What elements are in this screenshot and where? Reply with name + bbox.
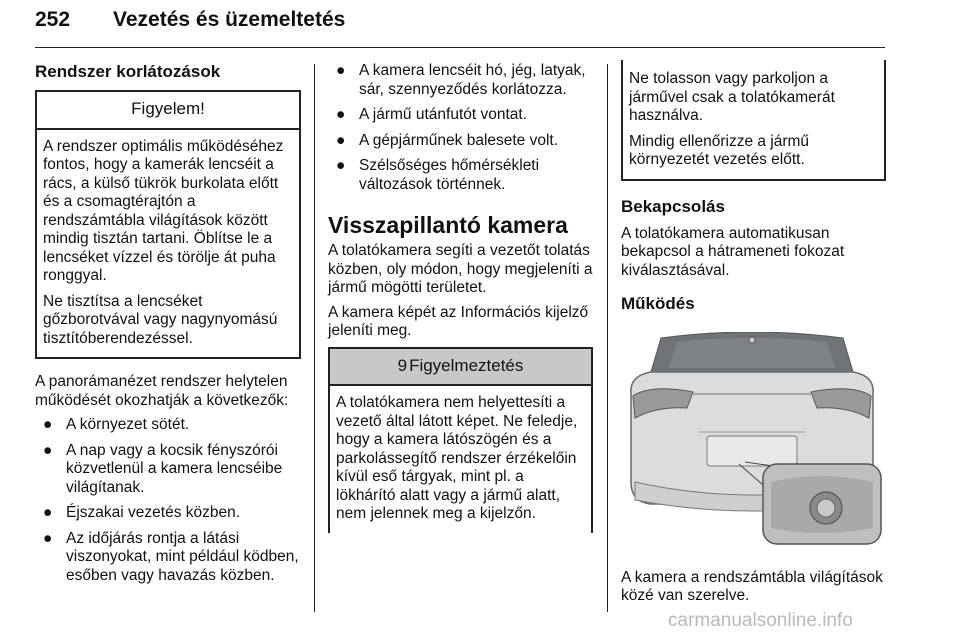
warning-box-continued [621,60,886,181]
watermark: carmanualsonline.info [668,610,853,631]
warning-text: Mindig ellenőrizze a jármű környezetét vezetés előtt. [629,132,810,168]
bullet-icon: ● [43,529,53,547]
section-title: Visszapillantó kamera [328,212,568,238]
notice-paragraph: A rendszer optimális működéséhez fontos, hogy a kamerák lencséit a rács, a külső tükrök burkolata előtt és a csomagtérajtón a rendszámtábla világítások között mindig tisztán tartani. Öblítse le a lencséket vízzel és törölje át puha ronggyal. [43,137,284,284]
notice-paragraph: Ne tisztítsa a lencséket gőzborotvával vagy nagynyomású tisztítóberendezéssel. [43,292,278,347]
bullet-icon: ● [336,157,346,174]
section-title: Működés [621,294,695,313]
notice-box [35,90,301,359]
section-title: Bekapcsolás [621,196,725,216]
column-divider [314,64,315,612]
list-item: ● A gépjárműnek balesete volt. [336,131,559,149]
warning-text: Ne tolasson vagy parkoljon a járművel csak a tolatókamerát használva. [629,70,835,124]
bullet-icon: ● [43,504,53,521]
warning-heading: 9 Figyelmeztetés [330,349,591,387]
bullet-icon: ● [43,441,53,459]
warning-icon: 9 [397,355,408,375]
left-column [35,62,301,592]
bullet-icon: ● [336,131,346,149]
list-item: ● A jármű utánfutót vontat. [336,106,528,123]
column-divider [607,64,608,612]
list-item: ● Szélsőséges hőmérsékleti változások történnek. [336,157,540,193]
bullet-icon: ● [336,106,346,123]
paragraph: A kamera képét az Információs kijelző jeleníti meg. [328,303,589,339]
rear-camera-illustration [621,332,883,547]
bullet-icon: ● [43,416,53,433]
warning-box [328,347,593,533]
chapter-title: Vezetés és üzemeltetés [113,8,346,31]
right-column [621,62,886,612]
list-item: ● Éjszakai vezetés közben. [43,504,241,521]
list-item: ● Az időjárás rontja a látási viszonyokat, mint például ködben, esőben vagy havazás közben. [43,529,299,584]
middle-column [328,62,593,533]
paragraph: A tolatókamera segíti a vezetőt tolatás közben, oly módon, hogy megjeleníti a jármű mögötti területet. [328,242,593,296]
notice-heading: Figyelem! [37,92,299,130]
list-item: ● A környezet sötét. [43,416,190,433]
bullet-list [35,416,301,585]
bullet-list [328,62,593,194]
warning-text: A tolatókamera nem helyettesíti a vezető által látott képet. Ne feledje, hogy a kamera látószögén és a parkolássegítő rendszer érzékelőin kívül eső tárgyak, mint pl. a lökhárító alatt vagy a jármű alatt, nem jelennek meg a kijelzőn. [336,394,578,522]
image-caption: A kamera a rendszámtábla világítások közé van szerelve. [621,568,883,604]
page-header [35,8,885,48]
bullet-icon: ● [336,62,346,79]
intro-paragraph: A panorámanézet rendszer helytelen működését okozhatják a következők: [35,373,289,409]
header-rule [35,47,885,48]
page-number: 252 [35,8,71,31]
list-item: ● A kamera lencséit hó, jég, latyak, sár, szennyeződés korlátozza. [336,62,586,98]
section-title: Rendszer korlátozások [35,62,221,81]
paragraph: A tolatókamera automatikusan bekapcsol a hátrameneti fokozat kiválasztásával. [621,224,845,279]
list-item: ● A nap vagy a kocsik fényszórói közvetlenül a kamera lencséibe világítanak. [43,441,283,496]
